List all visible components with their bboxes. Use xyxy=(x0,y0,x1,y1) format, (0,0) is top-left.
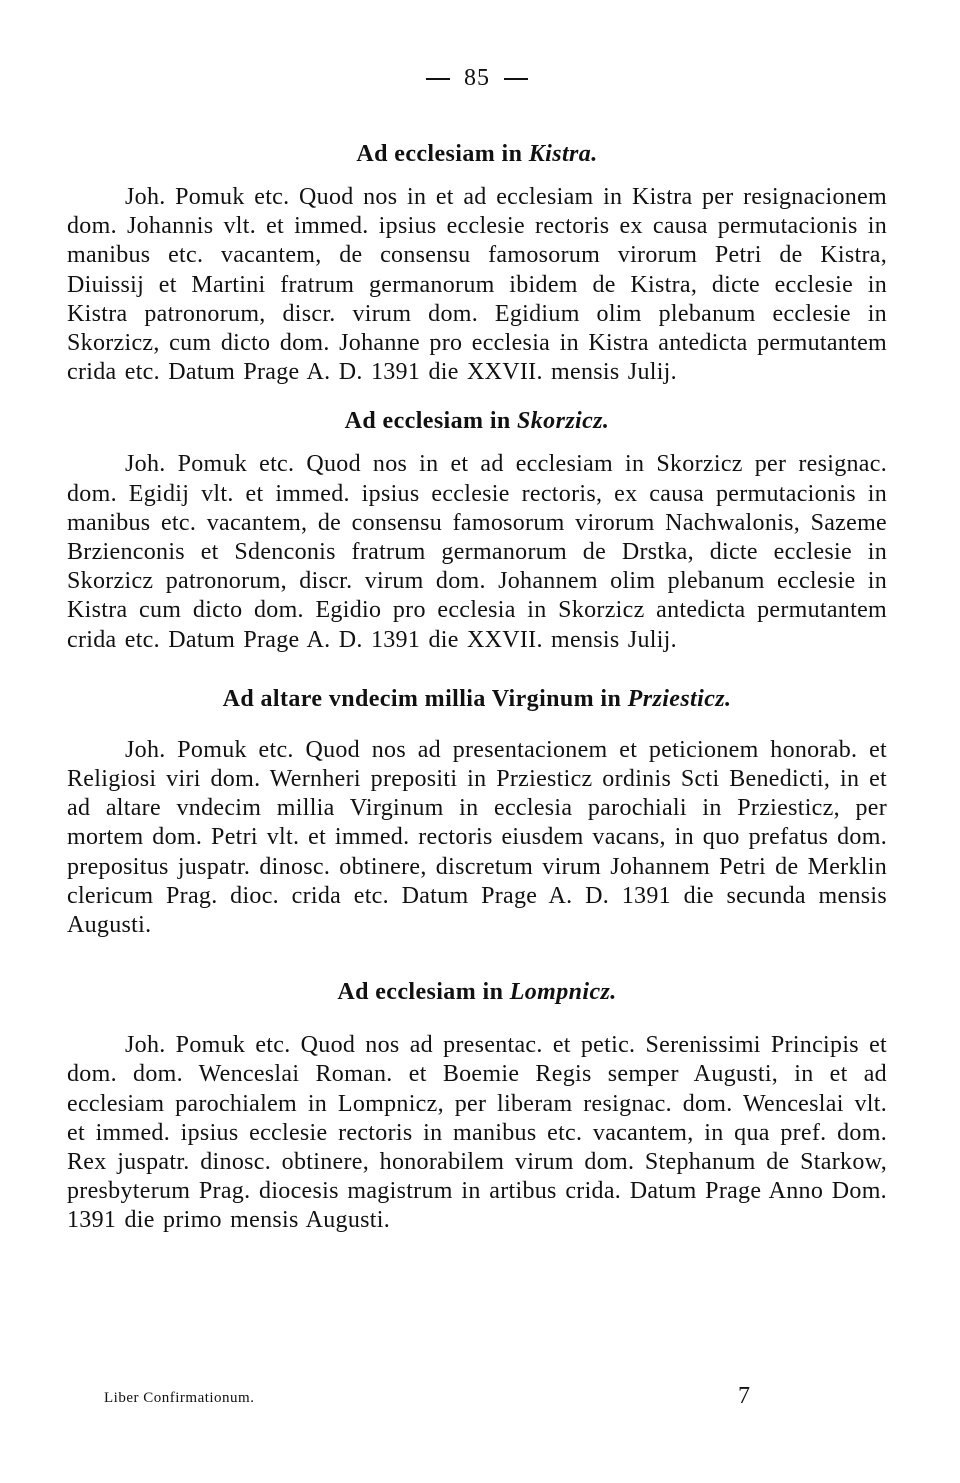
page-footer xyxy=(104,1383,750,1418)
page-number-value: 85 xyxy=(464,65,490,91)
entry-section-lompnicz xyxy=(67,978,887,1235)
section-heading-text: Ad altare vndecim millia Virginum in xyxy=(222,685,628,712)
page-number xyxy=(67,64,887,92)
section-heading-text: Ad ecclesiam in xyxy=(337,979,510,1006)
section-heading-place: Prziesticz. xyxy=(627,685,732,712)
section-heading xyxy=(67,978,887,1007)
section-heading-text: Ad ecclesiam in xyxy=(356,141,529,167)
document-page xyxy=(67,64,887,1236)
section-heading-place: Kistra. xyxy=(528,141,598,167)
section-heading xyxy=(67,140,887,169)
section-body: Joh. Pomuk etc. Quod nos in et ad ecclesiam in Skorzicz per resignac. dom. Egidij vlt. et immed. ipsius ecclesie rectoris, ex causa permutacionis in manibus etc. vacantem, de consensu famosorum virorum Nachwalonis, Sazeme Brzienconis et Sdenconis fratrum germanorum de Drstka, dicte ecclesie in Skorzicz patronorum, discr. virum dom. Johannem olim plebanum ecclesie in Kistra cum dicto dom. Egidio pro ecclesia in Skorzicz antedicta permutantem crida etc. Datum Prage A. D. 1391 die XXVII. mensis Julij. xyxy=(67,451,887,653)
page-number-dash-right xyxy=(504,78,528,80)
section-heading-text: Ad ecclesiam in xyxy=(344,408,518,435)
section-heading xyxy=(67,407,887,436)
section-heading-place: Skorzicz. xyxy=(517,408,610,435)
section-body: Joh. Pomuk etc. Quod nos ad presentacionem et peticionem honorab. et Religiosi viri dom. Wernheri prepositi in Prziesticz ordinis Scti Benedicti, in et ad altare vndecim millia Virginum in ecclesia parochiali in Prziesticz, per mortem dom. Petri vlt. et immed. rectoris eiusdem vacans, in quo prefatus dom. prepositus juspatr. dinosc. obtinere, discretum virum Johannem Petri de Merklin clericum Prag. dioc. crida etc. Datum Prage A. D. 1391 die secunda mensis Augusti. xyxy=(67,736,887,939)
entry-section-prziesticz xyxy=(67,685,887,940)
entry-section-skorzicz xyxy=(67,407,887,654)
section-body: Joh. Pomuk etc. Quod nos ad presentac. et petic. Serenissimi Principis et dom. dom. Wenceslai Roman. et Boemie Regis semper Augusti, in et ad ecclesiam parochialem in Lompnicz, per liberam resignac. dom. Wenceslai vlt. et immed. ipsius ecclesie rectoris in manibus etc. vacantem, in qua pref. dom. Rex juspatr. dinosc. obtinere, honorabilem virum dom. Stephanum de Starkow, presbyterum Prag. diocesis magistrum in artibus crida. Datum Prage Anno Dom. 1391 die primo mensis Augusti. xyxy=(67,1032,887,1234)
section-heading-place: Lompnicz. xyxy=(509,979,617,1006)
section-heading xyxy=(67,685,887,714)
footer-signature-mark: 7 xyxy=(738,1383,750,1409)
footer-book-title: Liber Confirmationum. xyxy=(104,1390,255,1406)
page-number-dash-left xyxy=(426,78,450,80)
entry-section-kistra xyxy=(67,140,887,387)
section-body: Joh. Pomuk etc. Quod nos in et ad ecclesiam in Kistra per resignacionem dom. Johannis vlt. et immed. ipsius ecclesie rectoris ex causa permutacionis in manibus etc. vacantem, de consensu famosorum virorum Petri de Kistra, Diuissij et Martini fratrum germanorum ibidem de Kistra, dicte ecclesie in Kistra patronorum, discr. virum dom. Egidium olim plebanum ecclesie in Skorzicz, cum dicto dom. Johanne pro ecclesia in Kistra antedicta permutantem crida etc. Datum Prage A. D. 1391 die XXVII. mensis Julij. xyxy=(67,184,887,386)
